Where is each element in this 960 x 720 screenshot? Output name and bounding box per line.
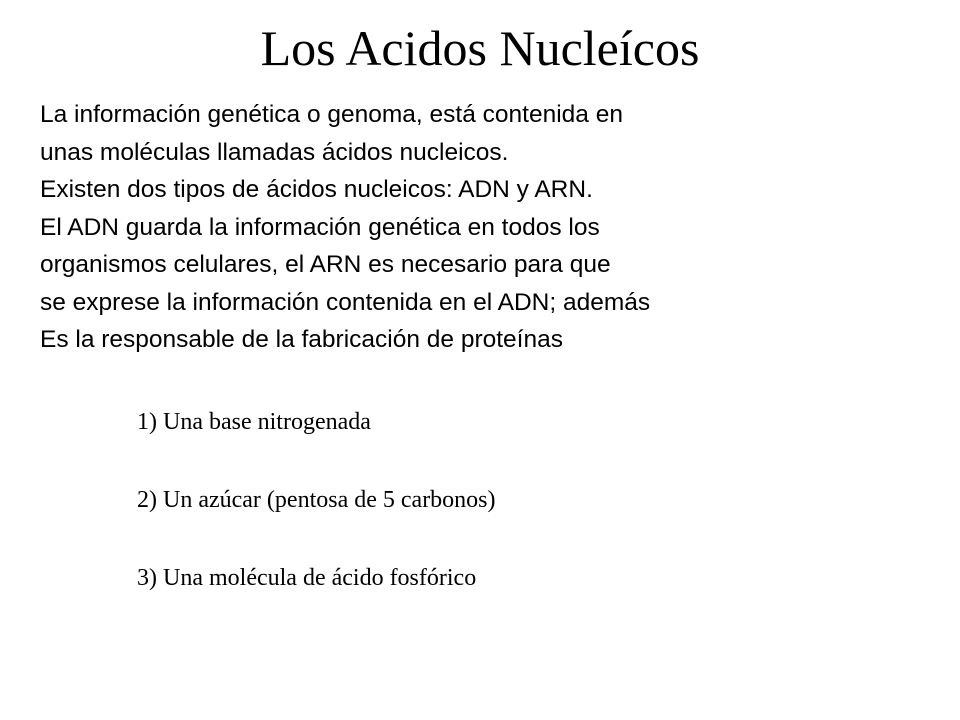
body-paragraph bbox=[40, 96, 940, 359]
paragraph-line: El ADN guarda la información genética en todos los bbox=[40, 213, 600, 241]
paragraph-line: La información genética o genoma, está contenida en bbox=[40, 101, 623, 128]
list-item-phosphoric-acid: 3) Una molécula de ácido fosfórico bbox=[137, 565, 477, 591]
paragraph-line: unas moléculas llamadas ácidos nucleicos. bbox=[40, 138, 509, 166]
paragraph-line: Existen dos tipos de ácidos nucleicos: ADN y ARN. bbox=[40, 176, 593, 203]
paragraph-line: se exprese la información contenida en el ADN; además bbox=[40, 288, 651, 316]
slide-title: Los Acidos Nucleícos bbox=[260, 20, 700, 76]
list-item-nitrogenous-base: 1) Una base nitrogenada bbox=[137, 409, 371, 435]
list-item-sugar: 2) Un azúcar (pentosa de 5 carbonos) bbox=[137, 487, 496, 513]
paragraph-line: organismos celulares, el ARN es necesario para que bbox=[40, 251, 611, 278]
paragraph-line: Es la responsable de la fabricación de proteínas bbox=[40, 326, 563, 353]
components-list bbox=[137, 404, 917, 638]
